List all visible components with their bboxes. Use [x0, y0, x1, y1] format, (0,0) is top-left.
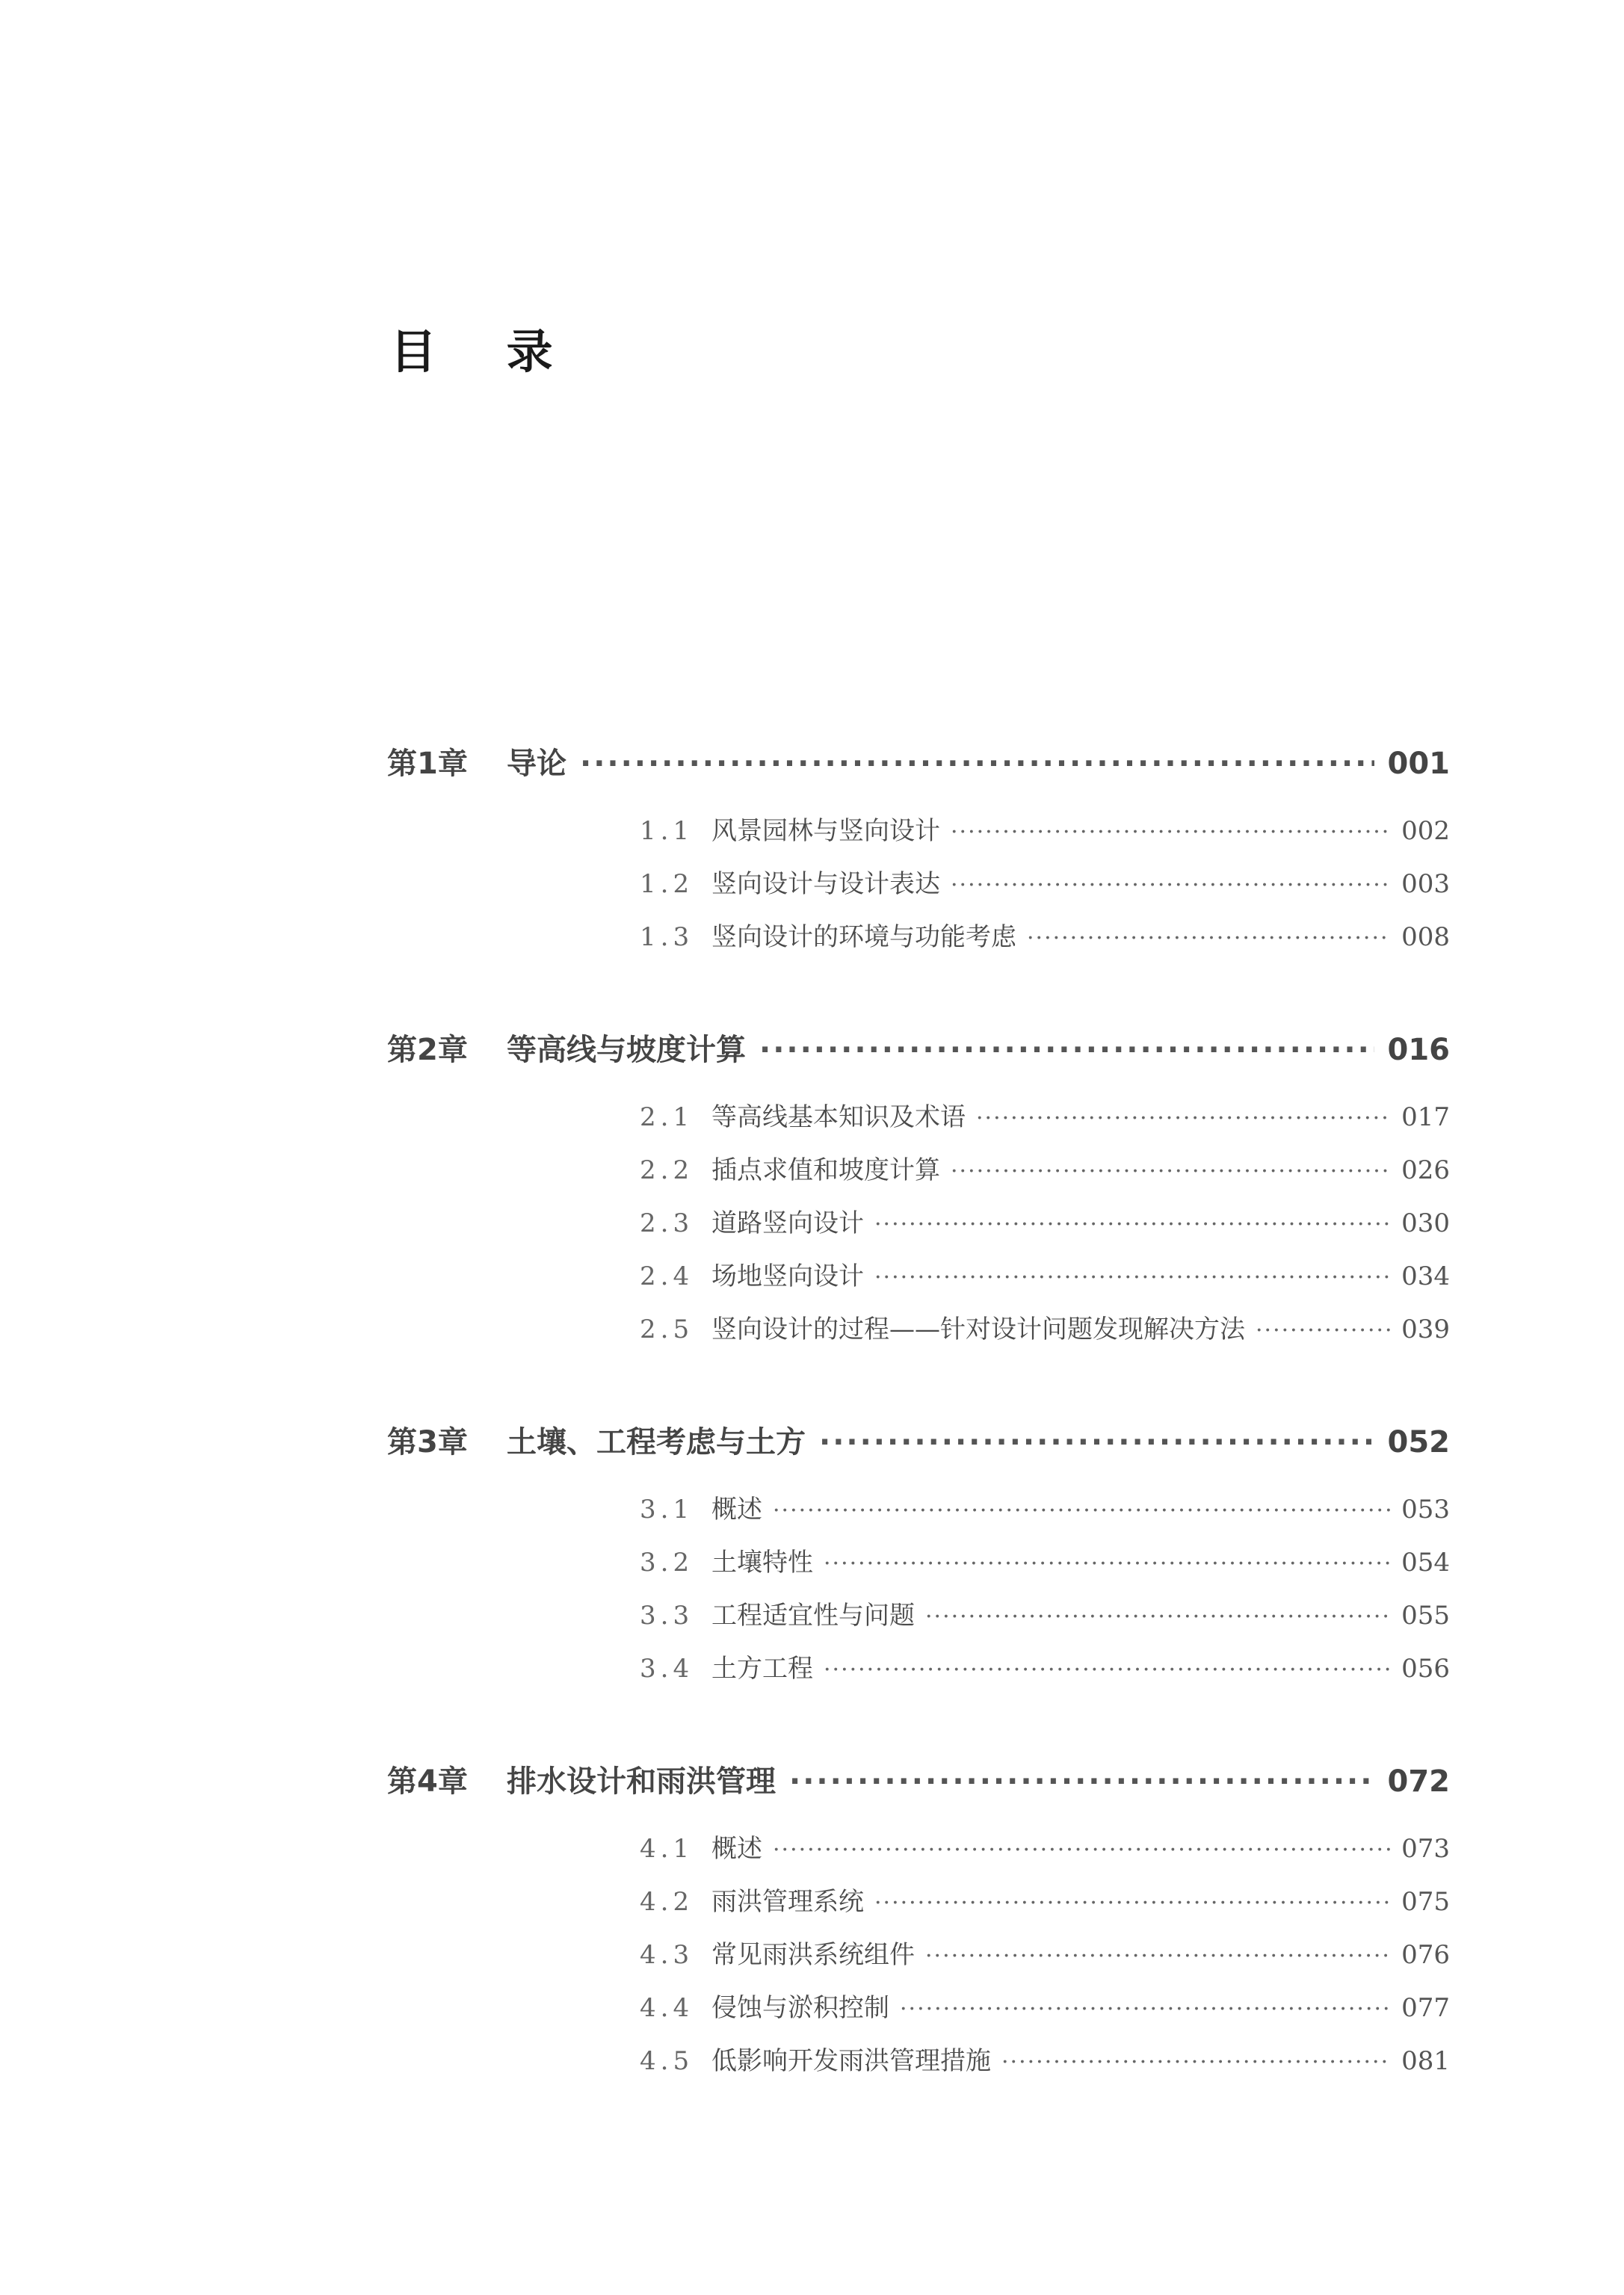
page-number: 008	[1401, 922, 1450, 952]
section-entry[interactable]	[640, 1934, 1450, 1987]
page-number: 026	[1401, 1155, 1450, 1185]
dot-leader	[1256, 1318, 1391, 1344]
page-number: 002	[1401, 816, 1450, 846]
chapter-title: 排水设计和雨洪管理	[507, 1764, 776, 1799]
section-title: 场地竖向设计	[711, 1261, 864, 1291]
section-entry[interactable]	[640, 1595, 1450, 1648]
page-title: 目 录	[390, 324, 580, 379]
dot-leader	[773, 1498, 1391, 1524]
section-number: 2.4	[640, 1261, 694, 1291]
section-title: 雨洪管理系统	[711, 1887, 864, 1917]
section-title: 插点求值和坡度计算	[711, 1155, 940, 1185]
section-number: 3.1	[640, 1495, 694, 1525]
chapter-3	[387, 1418, 1450, 1701]
dot-leader	[824, 1551, 1391, 1577]
page-number: 072	[1387, 1764, 1450, 1799]
chapter-title: 等高线与坡度计算	[507, 1033, 746, 1067]
chapter-title: 土壤、工程考虑与土方	[507, 1425, 806, 1460]
section-entry[interactable]	[640, 1489, 1450, 1542]
dot-leader	[976, 1105, 1391, 1131]
chapter-entry[interactable]	[387, 1758, 1450, 1803]
dot-leader	[951, 872, 1391, 898]
chapter-entry[interactable]	[387, 740, 1450, 785]
section-title: 概述	[711, 1834, 762, 1864]
dot-leader	[925, 1604, 1391, 1630]
chapter-1	[387, 740, 1450, 969]
section-title: 土方工程	[711, 1654, 813, 1684]
chapter-entry[interactable]	[387, 1418, 1450, 1463]
dot-leader	[1001, 2049, 1391, 2075]
section-entry[interactable]	[640, 1648, 1450, 1701]
section-number: 3.2	[640, 1548, 694, 1578]
page-number: 081	[1401, 2046, 1450, 2076]
section-title: 低影响开发雨洪管理措施	[711, 2046, 991, 2076]
section-number: 1.2	[640, 869, 694, 899]
section-title: 概述	[711, 1495, 762, 1525]
section-entry[interactable]	[640, 1987, 1450, 2040]
chapter-4	[387, 1758, 1450, 2093]
page-number: 030	[1401, 1208, 1450, 1238]
dot-leader	[580, 747, 1374, 781]
section-entry[interactable]	[640, 863, 1450, 916]
page-number: 034	[1401, 1261, 1450, 1291]
section-title: 侵蚀与淤积控制	[711, 1993, 889, 2023]
section-number: 1.3	[640, 922, 694, 952]
dot-leader	[1027, 925, 1391, 951]
section-number: 4.1	[640, 1834, 694, 1864]
chapter-number: 第3章	[387, 1425, 468, 1460]
page-number: 003	[1401, 869, 1450, 899]
section-entry[interactable]	[640, 1881, 1450, 1934]
section-entry[interactable]	[640, 1542, 1450, 1595]
page-number: 075	[1401, 1887, 1450, 1917]
chapter-title: 导论	[507, 747, 566, 781]
dot-leader	[773, 1837, 1391, 1863]
section-entry[interactable]	[640, 1202, 1450, 1255]
section-title: 常见雨洪系统组件	[711, 1940, 915, 1970]
section-entry[interactable]	[640, 2040, 1450, 2093]
dot-leader	[759, 1033, 1374, 1067]
dot-leader	[874, 1890, 1391, 1916]
chapter-number: 第1章	[387, 747, 468, 781]
section-entry[interactable]	[640, 1149, 1450, 1202]
section-list	[387, 1828, 1450, 2093]
page-number: 073	[1401, 1834, 1450, 1864]
dot-leader	[819, 1425, 1374, 1460]
dot-leader	[824, 1657, 1391, 1683]
page-number: 055	[1401, 1601, 1450, 1631]
section-entry[interactable]	[640, 1309, 1450, 1362]
dot-leader	[900, 1996, 1391, 2022]
page-number: 077	[1401, 1993, 1450, 2023]
page-number: 052	[1387, 1425, 1450, 1460]
dot-leader	[925, 1943, 1391, 1969]
dot-leader	[874, 1264, 1391, 1291]
section-title: 道路竖向设计	[711, 1208, 864, 1238]
section-list	[387, 1096, 1450, 1362]
chapter-number: 第2章	[387, 1033, 468, 1067]
dot-leader	[789, 1764, 1374, 1799]
section-title: 工程适宜性与问题	[711, 1601, 915, 1631]
dot-leader	[951, 1158, 1391, 1184]
section-title: 等高线基本知识及术语	[711, 1102, 966, 1132]
section-entry[interactable]	[640, 1255, 1450, 1309]
section-number: 3.3	[640, 1601, 694, 1631]
section-list	[387, 1489, 1450, 1701]
section-entry[interactable]	[640, 810, 1450, 863]
page-number: 054	[1401, 1548, 1450, 1578]
table-of-contents	[387, 740, 1450, 2150]
section-number: 4.2	[640, 1887, 694, 1917]
section-number: 2.5	[640, 1315, 694, 1344]
section-title: 竖向设计与设计表达	[711, 869, 940, 899]
section-title: 竖向设计的过程——针对设计问题发现解决方法	[711, 1315, 1245, 1344]
section-list	[387, 810, 1450, 969]
section-number: 2.3	[640, 1208, 694, 1238]
section-number: 2.1	[640, 1102, 694, 1132]
chapter-2	[387, 1026, 1450, 1362]
section-number: 4.5	[640, 2046, 694, 2076]
section-number: 4.3	[640, 1940, 694, 1970]
section-number: 3.4	[640, 1654, 694, 1684]
section-entry[interactable]	[640, 916, 1450, 969]
section-number: 2.2	[640, 1155, 694, 1185]
chapter-number: 第4章	[387, 1764, 468, 1799]
section-number: 4.4	[640, 1993, 694, 2023]
page-number: 016	[1387, 1033, 1450, 1067]
page-number: 001	[1387, 747, 1450, 781]
section-title: 土壤特性	[711, 1548, 813, 1578]
section-entry[interactable]	[640, 1096, 1450, 1149]
section-title: 竖向设计的环境与功能考虑	[711, 922, 1016, 952]
page-number: 076	[1401, 1940, 1450, 1970]
page-number: 056	[1401, 1654, 1450, 1684]
page-number: 017	[1401, 1102, 1450, 1132]
page-number: 039	[1401, 1315, 1450, 1344]
page-number: 053	[1401, 1495, 1450, 1525]
section-entry[interactable]	[640, 1828, 1450, 1881]
dot-leader	[874, 1211, 1391, 1238]
section-title: 风景园林与竖向设计	[711, 816, 940, 846]
dot-leader	[951, 819, 1391, 845]
section-number: 1.1	[640, 816, 694, 846]
chapter-entry[interactable]	[387, 1026, 1450, 1071]
